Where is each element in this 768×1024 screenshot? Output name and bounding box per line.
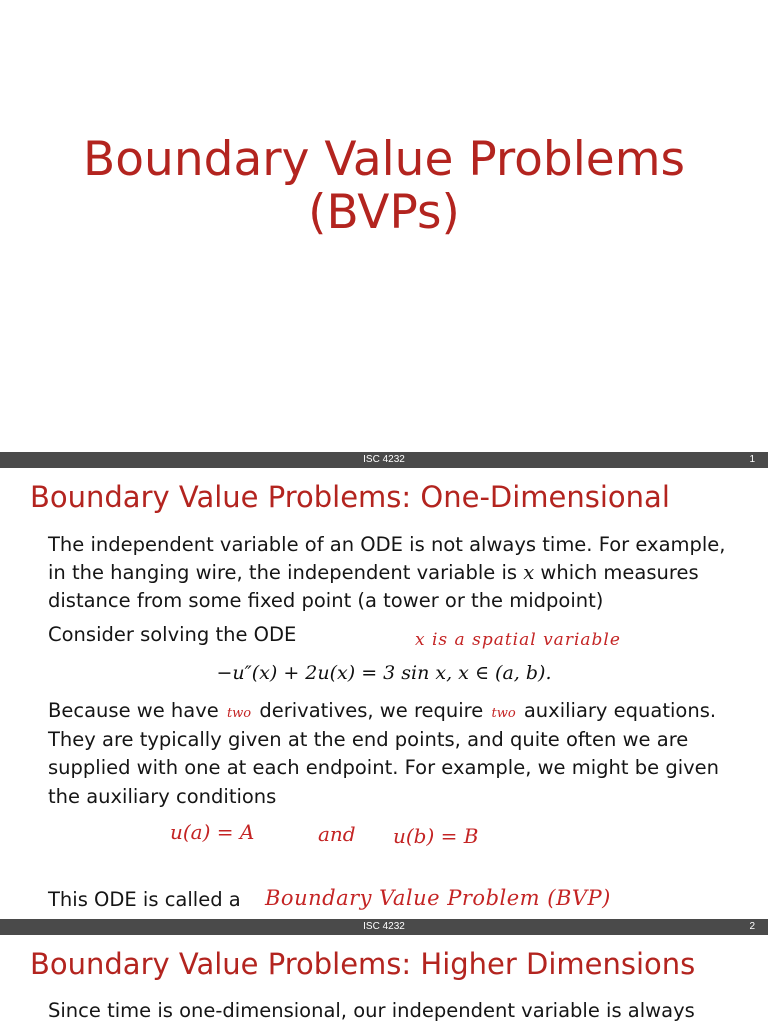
slide-3-title: Boundary Value Problems: Higher Dimensions — [30, 947, 696, 981]
ode-equation: −u″(x) + 2u(x) = 3 sin x, x ∈ (a, b). — [216, 662, 552, 684]
footer-course: ISC 4232 — [363, 454, 405, 465]
text-run: Because we have — [48, 699, 225, 722]
title-line-2: (BVPs) — [308, 185, 460, 240]
handwritten-two: two — [491, 706, 516, 721]
paragraph-line — [48, 559, 699, 587]
footer-course: ISC 4232 — [363, 921, 405, 932]
footer-page-number: 2 — [749, 921, 755, 932]
paragraph-line: This ODE is called a — [48, 888, 241, 911]
paragraph-line: Since time is one-dimensional, our independent variable is always — [48, 999, 695, 1022]
slide-2-title: Boundary Value Problems: One-Dimensional — [30, 480, 670, 514]
slide-1-title — [0, 133, 768, 239]
text-run: derivatives, we require — [253, 699, 490, 722]
text-run: which measures — [534, 561, 699, 584]
footer-page-number: 1 — [749, 454, 755, 465]
handwritten-and: and — [318, 822, 356, 846]
paragraph-line: supplied with one at each endpoint. For example, we might be given — [48, 756, 720, 779]
handwritten-two: two — [226, 706, 252, 721]
slide-1-footer — [0, 452, 768, 468]
paragraph-line: They are typically given at the end points, and quite often we are — [48, 728, 689, 751]
text-run: auxiliary equations. — [517, 699, 717, 722]
paragraph-line: Consider solving the ODE — [48, 623, 297, 646]
paragraph-line: distance from some fixed point (a tower or the midpoint) — [48, 589, 604, 612]
handwritten-note-spatial-variable: x is a spatial variable — [415, 630, 621, 650]
slide-2-footer — [0, 919, 768, 935]
paragraph-line: The independent variable of an ODE is not always time. For example, — [48, 533, 726, 556]
slide-1 — [0, 0, 768, 452]
handwritten-condition-b: u(b) = B — [393, 824, 479, 848]
paragraph-line: the auxiliary conditions — [48, 785, 277, 808]
handwritten-condition-a: u(a) = A — [170, 820, 255, 844]
math-variable: x — [523, 561, 535, 584]
slide-3 — [0, 935, 768, 1024]
paragraph-line — [48, 697, 716, 728]
title-line-1: Boundary Value Problems — [83, 132, 685, 187]
slide-2 — [0, 468, 768, 919]
text-run: in the hanging wire, the independent variable is — [48, 561, 524, 584]
handwritten-bvp-label: Boundary Value Problem (BVP) — [265, 886, 611, 910]
